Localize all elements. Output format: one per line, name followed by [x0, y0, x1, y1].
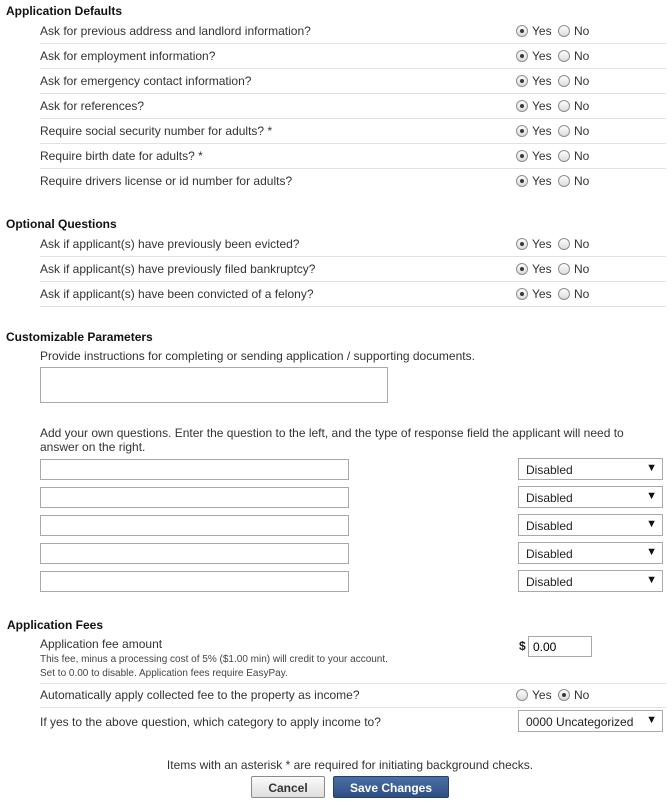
- dropdown-arrow-icon: ▼: [646, 462, 657, 474]
- yes-no-radio-group: [516, 687, 666, 703]
- yes-radio-label[interactable]: Yes: [532, 287, 552, 301]
- section-title-optional-questions: Optional Questions: [6, 217, 117, 231]
- income-category-label: If yes to the above question, which category to apply income to?: [40, 715, 381, 729]
- question-row-emergency-contact: [40, 69, 666, 94]
- question-row-employment: [40, 44, 666, 69]
- yes-radio-label[interactable]: Yes: [532, 74, 552, 88]
- yes-radio-label[interactable]: Yes: [532, 24, 552, 38]
- section-title-application-fees: Application Fees: [7, 618, 104, 632]
- question-row-ssn: [40, 119, 666, 144]
- dropdown-arrow-icon: ▼: [646, 574, 657, 586]
- dropdown-arrow-icon: ▼: [646, 714, 657, 726]
- yes-radio[interactable]: [516, 288, 528, 300]
- no-radio[interactable]: [558, 125, 570, 137]
- question-row-felony: [40, 282, 666, 307]
- no-radio-label[interactable]: No: [574, 24, 590, 38]
- auto-apply-label: Automatically apply collected fee to the property as income?: [40, 688, 360, 702]
- yes-no-radio-group: [516, 173, 666, 189]
- fee-amount-label: Application fee amount: [40, 637, 163, 651]
- yes-no-radio-group: [516, 261, 666, 277]
- income-category-select[interactable]: [518, 710, 663, 732]
- no-radio[interactable]: [558, 25, 570, 37]
- question-label: Ask if applicant(s) have previously filed bankruptcy?: [40, 262, 316, 276]
- response-type-select-1[interactable]: [518, 458, 663, 480]
- question-row-drivers-license: [40, 169, 666, 194]
- question-label: Require drivers license or id number for adults?: [40, 174, 293, 188]
- section-title-customizable-parameters: Customizable Parameters: [6, 330, 153, 344]
- no-radio-label[interactable]: No: [574, 688, 590, 702]
- question-row-evicted: [40, 232, 666, 257]
- yes-no-radio-group: [516, 48, 666, 64]
- no-radio[interactable]: [558, 50, 570, 62]
- no-radio[interactable]: [558, 288, 570, 300]
- dropdown-arrow-icon: ▼: [646, 518, 657, 530]
- no-radio[interactable]: [558, 75, 570, 87]
- auto-apply-row: [40, 683, 666, 708]
- dropdown-arrow-icon: ▼: [646, 490, 657, 502]
- instructions-textarea[interactable]: [40, 367, 388, 403]
- custom-question-input-4[interactable]: [40, 543, 349, 564]
- yes-radio[interactable]: [516, 689, 528, 701]
- question-label: Ask for references?: [40, 99, 145, 113]
- question-label: Ask if applicant(s) have previously been evicted?: [40, 237, 300, 251]
- custom-question-input-2[interactable]: [40, 487, 349, 508]
- yes-no-radio-group: [516, 98, 666, 114]
- yes-radio-label[interactable]: Yes: [532, 49, 552, 63]
- question-row-birth-date: [40, 144, 666, 169]
- yes-radio[interactable]: [516, 125, 528, 137]
- no-radio-label[interactable]: No: [574, 99, 590, 113]
- question-row-bankruptcy: [40, 257, 666, 282]
- instructions-label: Provide instructions for completing or sending application / supporting documents.: [40, 349, 475, 363]
- own-questions-label: Add your own questions. Enter the question to the left, and the type of response field the applicant will need to: [40, 426, 624, 440]
- no-radio-label[interactable]: No: [574, 237, 590, 251]
- custom-question-input-5[interactable]: [40, 571, 349, 592]
- yes-radio-label[interactable]: Yes: [532, 688, 552, 702]
- own-questions-label-continued: answer on the right.: [40, 440, 146, 454]
- cancel-button[interactable]: Cancel: [251, 776, 325, 798]
- question-label: Ask for previous address and landlord information?: [40, 24, 311, 38]
- select-value: Disabled: [526, 519, 573, 533]
- save-changes-button[interactable]: Save Changes: [333, 776, 449, 798]
- currency-symbol: $: [519, 639, 526, 653]
- response-type-select-2[interactable]: [518, 486, 663, 508]
- fee-note-disable: Set to 0.00 to disable. Application fees require EasyPay.: [40, 668, 288, 679]
- yes-radio[interactable]: [516, 25, 528, 37]
- select-value: Disabled: [526, 547, 573, 561]
- no-radio-label[interactable]: No: [574, 262, 590, 276]
- no-radio[interactable]: [558, 175, 570, 187]
- no-radio-label[interactable]: No: [574, 74, 590, 88]
- no-radio[interactable]: [558, 100, 570, 112]
- no-radio[interactable]: [558, 689, 570, 701]
- no-radio-label[interactable]: No: [574, 174, 590, 188]
- dropdown-arrow-icon: ▼: [646, 546, 657, 558]
- question-label: Require birth date for adults? *: [40, 149, 203, 163]
- yes-no-radio-group: [516, 286, 666, 302]
- question-row-references: [40, 94, 666, 119]
- no-radio-label[interactable]: No: [574, 287, 590, 301]
- yes-no-radio-group: [516, 236, 666, 252]
- yes-radio[interactable]: [516, 263, 528, 275]
- yes-radio[interactable]: [516, 175, 528, 187]
- select-value: Disabled: [526, 491, 573, 505]
- question-label: Ask for emergency contact information?: [40, 74, 252, 88]
- yes-no-radio-group: [516, 123, 666, 139]
- no-radio[interactable]: [558, 238, 570, 250]
- asterisk-note: Items with an asterisk * are required for initiating background checks.: [166, 758, 534, 772]
- response-type-select-3[interactable]: [518, 514, 663, 536]
- no-radio[interactable]: [558, 150, 570, 162]
- select-value: Disabled: [526, 575, 573, 589]
- yes-radio[interactable]: [516, 50, 528, 62]
- yes-no-radio-group: [516, 73, 666, 89]
- yes-radio[interactable]: [516, 238, 528, 250]
- no-radio-label[interactable]: No: [574, 149, 590, 163]
- yes-radio[interactable]: [516, 75, 528, 87]
- no-radio[interactable]: [558, 263, 570, 275]
- section-title-application-defaults: Application Defaults: [6, 4, 123, 18]
- yes-no-radio-group: [516, 23, 666, 39]
- yes-radio-label[interactable]: Yes: [532, 174, 552, 188]
- yes-radio-label[interactable]: Yes: [532, 149, 552, 163]
- question-label: Ask if applicant(s) have been convicted of a felony?: [40, 287, 314, 301]
- fee-note-processing: This fee, minus a processing cost of 5% ($1.00 min) will credit to your account.: [40, 654, 388, 665]
- response-type-select-4[interactable]: [518, 542, 663, 564]
- custom-question-input-3[interactable]: [40, 515, 349, 536]
- yes-radio-label[interactable]: Yes: [532, 99, 552, 113]
- fee-amount-input[interactable]: [528, 636, 592, 657]
- yes-radio-label[interactable]: Yes: [532, 262, 552, 276]
- question-row-previous-address: [40, 19, 666, 44]
- custom-question-input-1[interactable]: [40, 459, 349, 480]
- response-type-select-5[interactable]: [518, 570, 663, 592]
- select-value: Disabled: [526, 463, 573, 477]
- select-value: 0000 Uncategorized: [526, 715, 634, 729]
- yes-radio[interactable]: [516, 150, 528, 162]
- yes-radio[interactable]: [516, 100, 528, 112]
- question-label: Ask for employment information?: [40, 49, 216, 63]
- no-radio-label[interactable]: No: [574, 49, 590, 63]
- yes-radio-label[interactable]: Yes: [532, 237, 552, 251]
- yes-no-radio-group: [516, 148, 666, 164]
- yes-radio-label[interactable]: Yes: [532, 124, 552, 138]
- no-radio-label[interactable]: No: [574, 124, 590, 138]
- question-label: Require social security number for adults? *: [40, 124, 273, 138]
